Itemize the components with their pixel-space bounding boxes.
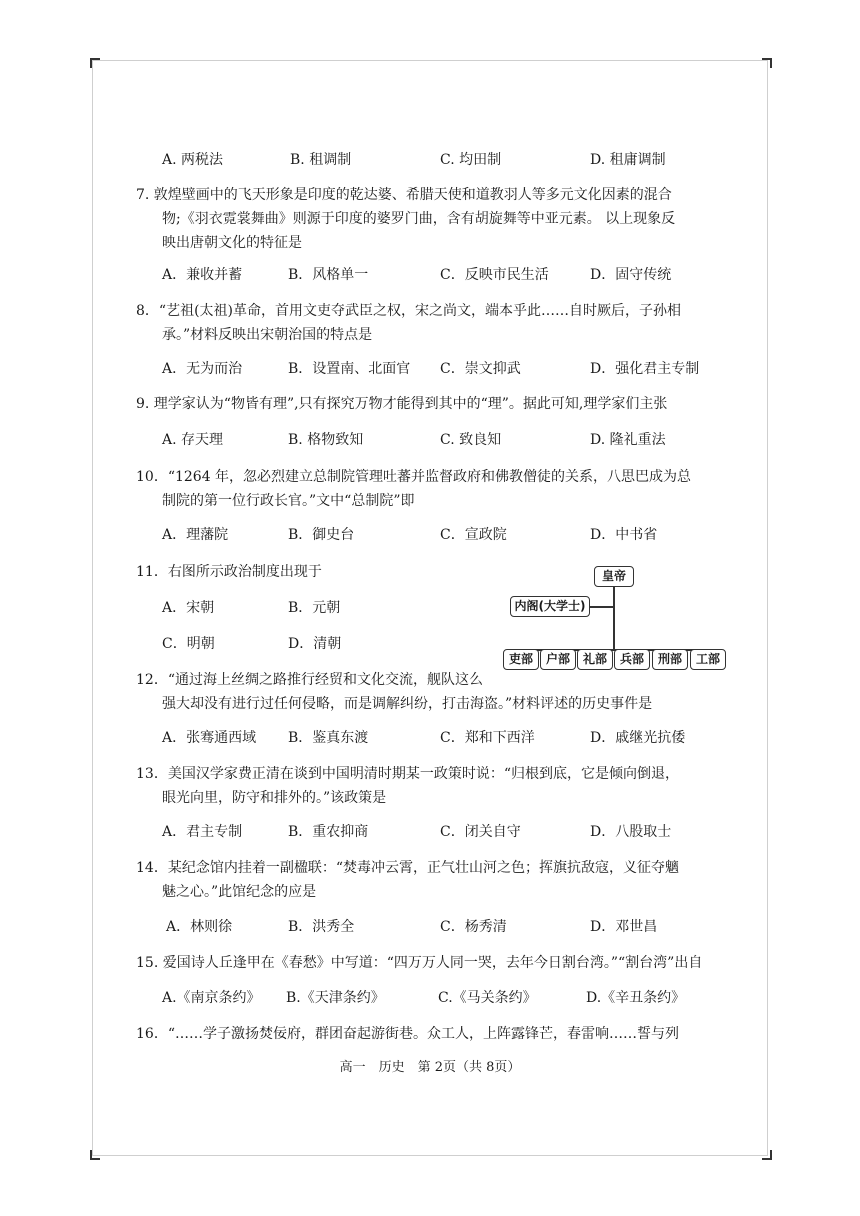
q7-line1: 7. 敦煌壁画中的飞天形象是印度的乾达婆、希腊天使和道教羽人等多元文化因素的混合 xyxy=(136,187,672,203)
q9-option-a: A. 存天理 xyxy=(162,432,224,448)
q12-line2: 强大却没有进行过任何侵略，而是调解纠纷，打击海盗。”材料评述的历史事件是 xyxy=(162,696,653,712)
q11-option-c: C．明朝 xyxy=(162,636,215,652)
page-footer: 高一 历史 第 2页（共 8页） xyxy=(339,1060,521,1075)
q13-line1: 13．美国汉学家费正清在谈到中国明清时期某一政策时说：“归根到底，它是倾向倒退， xyxy=(136,766,679,782)
q15-option-c: C.《马关条约》 xyxy=(438,990,537,1006)
q9-option-d: D. 隆礼重法 xyxy=(590,432,666,448)
q10-option-c: C．宣政院 xyxy=(440,527,507,543)
q12-option-d: D．戚继光抗倭 xyxy=(590,730,686,746)
q13-option-c: C．闭关自守 xyxy=(440,824,521,840)
q8-line1: 8．“艺祖(太祖)革命，首用文吏夺武臣之权，宋之尚文，端本乎此……自时厥后，子孙相 xyxy=(136,303,681,319)
q9-line1: 9. 理学家认为“物皆有理”,只有探究万物才能得到其中的“理”。据此可知,理学家们主张 xyxy=(136,396,668,412)
q15-option-b: B.《天津条约》 xyxy=(286,990,385,1006)
diagram-ministry-box: 礼部 xyxy=(577,649,613,670)
diagram-cabinet-box: 内阁(大学士) xyxy=(510,596,590,617)
q14-option-b: B．洪秀全 xyxy=(288,919,355,935)
q11-line1: 11．右图所示政治制度出现于 xyxy=(136,564,322,580)
q14-line2: 魅之心。”此馆纪念的应是 xyxy=(162,884,317,900)
diagram-ministry-box: 刑部 xyxy=(652,649,688,670)
q7-option-c: C．反映市民生活 xyxy=(440,267,549,283)
q7-line2: 物;《羽衣霓裳舞曲》则源于印度的婆罗门曲，含有胡旋舞等中亚元素。 以上现象反 xyxy=(162,211,676,227)
corner-mark xyxy=(90,1150,100,1160)
q12-option-a: A．张骞通西域 xyxy=(162,730,257,746)
diagram-ministry-box: 兵部 xyxy=(614,649,650,670)
q11-option-a: A．宋朝 xyxy=(162,600,215,616)
q12-option-c: C．郑和下西洋 xyxy=(440,730,535,746)
q7-option-d: D．固守传统 xyxy=(590,267,672,283)
q10-line2: 制院的第一位行政长官。”文中“总制院”即 xyxy=(162,493,415,509)
q12-option-b: B．鉴真东渡 xyxy=(288,730,369,746)
q8-option-b: B．设置南、北面官 xyxy=(288,361,411,377)
q6-option-a: A. 两税法 xyxy=(162,152,224,168)
q6-option-d: D. 租庸调制 xyxy=(590,152,666,168)
q6-option-c: C. 均田制 xyxy=(440,152,502,168)
q12-line1: 12．“通过海上丝绸之路推行经贸和文化交流，舰队这么 xyxy=(136,672,483,688)
q7-option-a: A．兼收并蓄 xyxy=(162,267,243,283)
q10-option-d: D．中书省 xyxy=(590,527,658,543)
diagram-ministry-box: 户部 xyxy=(540,649,576,670)
q14-option-d: D．邓世昌 xyxy=(590,919,658,935)
q16-line1: 16．“……学子激扬焚佞府，群团奋起游街巷。众工人，上阵露锋芒，春雷响……誓与列 xyxy=(136,1026,679,1042)
q8-option-a: A．无为而治 xyxy=(162,361,243,377)
q6-option-b: B. 租调制 xyxy=(290,152,352,168)
q14-line1: 14．某纪念馆内挂着一副楹联：“焚毒冲云霄，正气壮山河之色；挥旗抗敌寇，义征夺魑 xyxy=(136,860,679,876)
q15-option-a: A.《南京条约》 xyxy=(162,990,261,1006)
q9-option-b: B. 格物致知 xyxy=(288,432,364,448)
diagram-connector xyxy=(613,587,615,649)
q10-line1: 10．“1264 年，忽必烈建立总制院管理吐蕃并监督政府和佛教僧徒的关系，八思巴成为总 xyxy=(136,469,692,485)
q7-option-b: B．风格单一 xyxy=(288,267,369,283)
q8-line2: 承。”材料反映出宋朝治国的特点是 xyxy=(162,327,373,343)
q13-option-a: A．君主专制 xyxy=(162,824,243,840)
q10-option-a: A．理藩院 xyxy=(162,527,229,543)
diagram-ministry-box: 吏部 xyxy=(503,649,539,670)
q11-option-d: D．清朝 xyxy=(288,636,342,652)
q14-option-c: C．杨秀清 xyxy=(440,919,507,935)
q13-option-b: B．重农抑商 xyxy=(288,824,369,840)
corner-mark xyxy=(762,58,772,68)
q14-option-a: A．林则徐 xyxy=(166,919,233,935)
q11-option-b: B．元朝 xyxy=(288,600,341,616)
q8-option-d: D．强化君主专制 xyxy=(590,361,700,377)
diagram-emperor-box: 皇帝 xyxy=(594,566,634,587)
diagram-connector xyxy=(590,606,614,608)
q13-line2: 眼光向里，防守和排外的。”该政策是 xyxy=(162,790,387,806)
q15-option-d: D.《辛丑条约》 xyxy=(586,990,686,1006)
diagram-ministry-box: 工部 xyxy=(690,649,726,670)
q10-option-b: B．御史台 xyxy=(288,527,355,543)
corner-mark xyxy=(762,1150,772,1160)
q8-option-c: C．崇文抑武 xyxy=(440,361,521,377)
q9-option-c: C. 致良知 xyxy=(440,432,502,448)
q15-line1: 15. 爱国诗人丘逢甲在《春愁》中写道：“四万万人同一哭，去年今日割台湾。”“割台湾”出自 xyxy=(136,955,703,971)
political-structure-diagram xyxy=(500,560,730,675)
q13-option-d: D．八股取士 xyxy=(590,824,672,840)
q7-line3: 映出唐朝文化的特征是 xyxy=(162,235,302,251)
corner-mark xyxy=(90,58,100,68)
